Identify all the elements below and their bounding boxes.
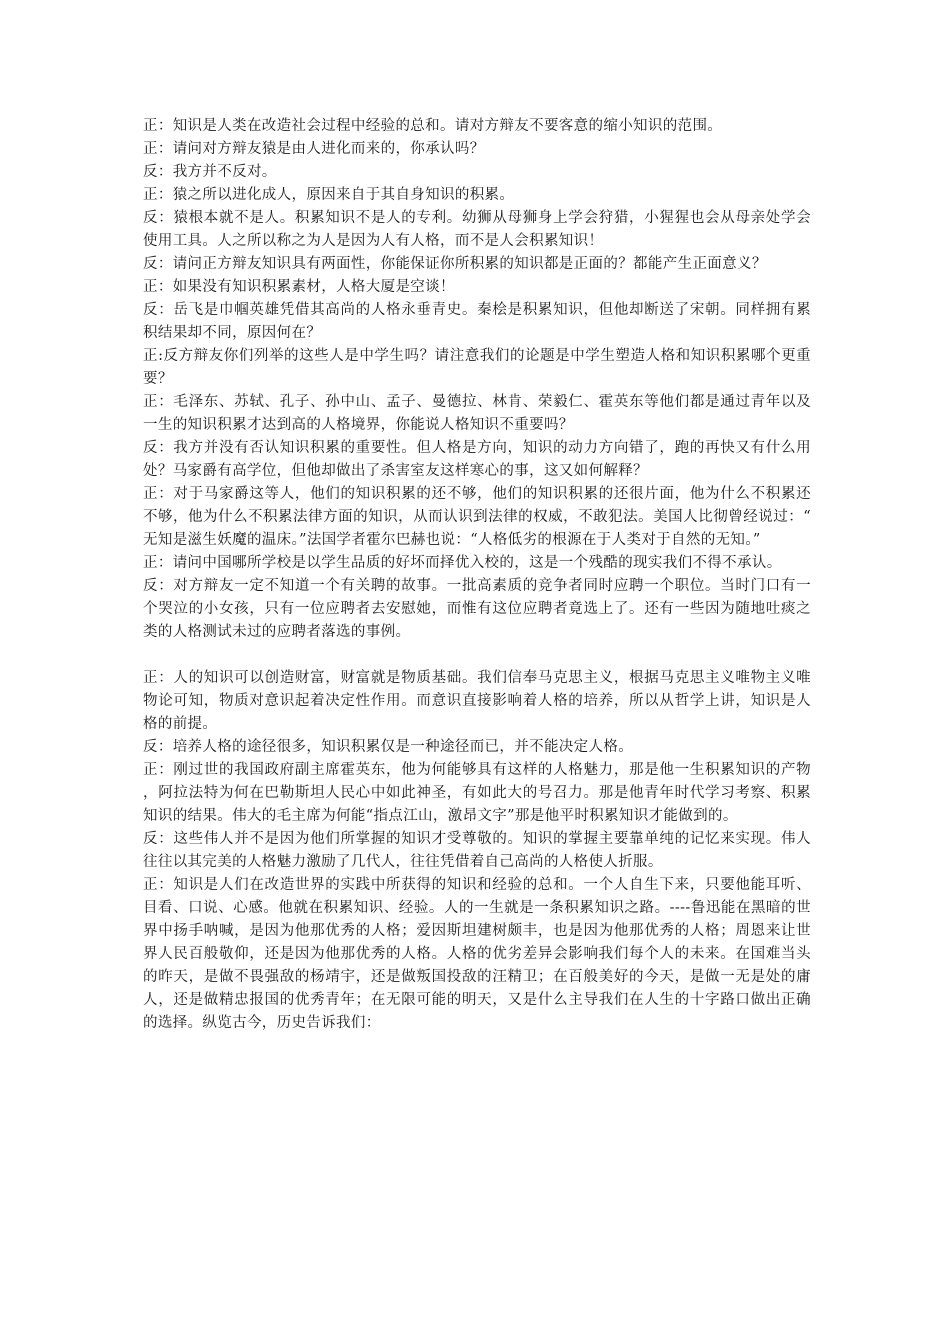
debate-section-2	[143, 667, 811, 1035]
paragraph: 正：猿之所以进化成人，原因来自于其自身知识的积累。	[143, 187, 515, 203]
paragraph: 正:反方辩友你们列举的这些人是中学生吗？请注意我们的论题是中学生塑造人格和知识积累哪个更重要？	[143, 348, 811, 387]
paragraph: 正：人的知识可以创造财富，财富就是物质基础。我们信奉马克思主义，根据马克思主义唯物主义唯物论可知，物质对意识起着决定性作用。而意识直接影响着人格的培养，所以从哲学上讲，知识是人格的前提。	[143, 670, 811, 732]
paragraph: 正：知识是人们在改造世界的实践中所获得的知识和经验的总和。一个人自生下来，只要他能耳听、目看、口说、心感。他就在积累知识、经验。人的一生就是一条积累知识之路。----鲁迅能在黑暗的世界中扬手呐喊，是因为他那优秀的人格；爱因斯坦建树颇丰，也是因为他那优秀的人格；周恩来让世界人民百般敬仰，还是因为他那优秀的人格。人格的优劣差异会影响我们每个人的未来。在国难当头的昨天，是做不畏强敌的杨靖宇，还是做叛国投敌的汪精卫；在百般美好的今天，是做一无是处的庸人，还是做精忠报国的优秀青年；在无限可能的明天，又是什么主导我们在人生的十字路口做出正确的选择。纵览古今，历史告诉我们：	[143, 877, 811, 1031]
debate-section-1	[143, 115, 811, 644]
paragraph: 反：这些伟人并不是因为他们所掌握的知识才受尊敬的。知识的掌握主要靠单纯的记忆来实现。伟人往往以其完美的人格魅力激励了几代人，往往凭借着自己高尚的人格使人折服。	[143, 831, 811, 870]
paragraph: 正：请问中国哪所学校是以学生品质的好坏而择优入校的，这是一个残酷的现实我们不得不承认。	[143, 555, 782, 571]
paragraph: 正：知识是人类在改造社会过程中经验的总和。请对方辩友不要客意的缩小知识的范围。	[143, 118, 723, 134]
paragraph: 反：对方辩友一定不知道一个有关聘的故事。一批高素质的竞争者同时应聘一个职位。当时门口有一个哭泣的小女孩，只有一位应聘者去安慰她，而惟有这位应聘者竟选上了。还有一些因为随地吐痰之类的人格测试未过的应聘者落选的事例。	[143, 578, 811, 640]
paragraph: 正：如果没有知识积累素材，人格大厦是空谈！	[143, 279, 455, 295]
paragraph: 正：对于马家爵这等人，他们的知识积累的还不够，他们的知识积累的还很片面，他为什么不积累还不够，他为什么不积累法律方面的知识，从而认识到法律的权威，不敢犯法。美国人比彻曾经说过：“无知是滋生妖魔的温床。”法国学者霍尔巴赫也说：“人格低劣的根源在于人类对于自然的无知。”	[143, 486, 811, 548]
paragraph: 正：毛泽东、苏轼、孔子、孙中山、孟子、曼德拉、林肯、荣毅仁、霍英东等他们都是通过青年以及一生的知识积累才达到高的人格境界，你能说人格知识不重要吗？	[143, 394, 811, 433]
paragraph: 正：请问对方辩友猿是由人进化而来的，你承认吗？	[143, 141, 485, 157]
paragraph: 反：我方并没有否认知识积累的重要性。但人格是方向，知识的动力方向错了，跑的再快又有什么用处？马家爵有高学位，但他却做出了杀害室友这样寒心的事，这又如何解释？	[143, 440, 811, 479]
section-spacer	[143, 644, 811, 667]
paragraph: 反：猿根本就不是人。积累知识不是人的专利。幼狮从母狮身上学会狩猎，小猩猩也会从母亲处学会使用工具。人之所以称之为人是因为人有人格，而不是人会积累知识！	[143, 210, 811, 249]
paragraph: 正：刚过世的我国政府副主席霍英东，他为何能够具有这样的人格魅力，那是他一生积累知识的产物，阿拉法特为何在巴勒斯坦人民心中如此神圣，有如此大的号召力。那是他青年时代学习考察、积累知识的结果。伟大的毛主席为何能“指点江山，激昂文字”那是他平时积累知识才能做到的。	[143, 762, 811, 824]
paragraph: 反：培养人格的途径很多，知识积累仅是一种途径而已，并不能决定人格。	[143, 739, 634, 755]
paragraph: 反：我方并不反对。	[143, 164, 277, 180]
document-page	[143, 115, 811, 1035]
paragraph: 反：岳飞是巾帼英雄凭借其高尚的人格永垂青史。秦桧是积累知识，但他却断送了宋朝。同样拥有累积结果却不同，原因何在？	[143, 302, 811, 341]
paragraph: 反：请问正方辩友知识具有两面性，你能保证你所积累的知识都是正面的？都能产生正面意义？	[143, 256, 767, 272]
